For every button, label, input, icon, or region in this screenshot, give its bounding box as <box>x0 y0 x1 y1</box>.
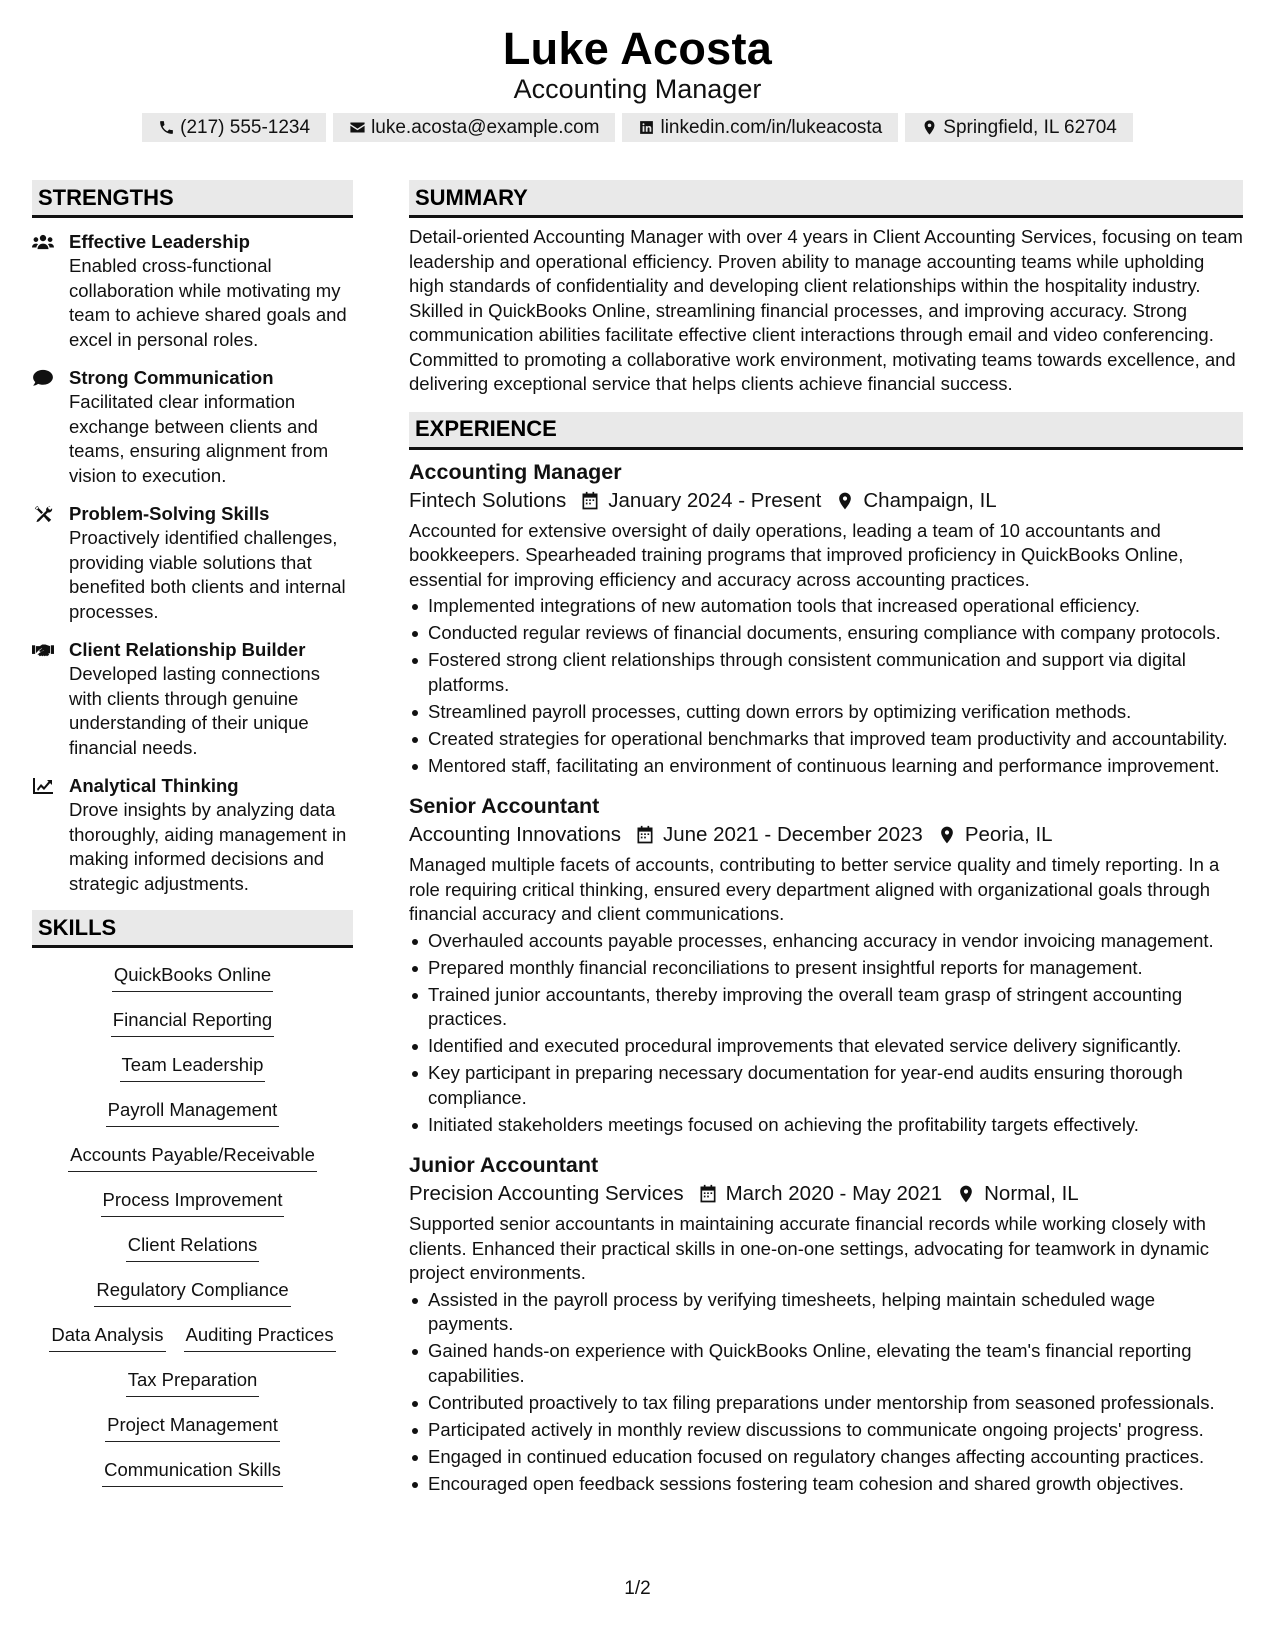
job-entry <box>409 1151 1243 1496</box>
strength-item <box>32 774 353 896</box>
job-bullets <box>409 1288 1243 1497</box>
right-column <box>409 180 1243 1502</box>
strengths-list <box>32 230 353 896</box>
skill-tag: Team Leadership <box>120 1052 266 1082</box>
bullet-item: Key participant in preparing necessary documentation for year-end audits ensuring thorough compliance. <box>409 1061 1243 1110</box>
contact-location-text: Springfield, IL 62704 <box>943 116 1117 138</box>
strength-title: Problem-Solving Skills <box>69 503 270 524</box>
calendar-icon <box>635 825 655 845</box>
bullet-item: Streamlined payroll processes, cutting down errors by optimizing verification methods. <box>409 700 1243 725</box>
contact-bar <box>0 113 1275 142</box>
job-description: Managed multiple facets of accounts, contributing to better service quality and timely reporting. In a role requiring critical thinking, ensured every department aligned with organizational goals through financial accuracy and client communications. <box>409 854 1220 924</box>
job-dates: March 2020 - May 2021 <box>725 1182 943 1205</box>
skill-tag: Client Relations <box>126 1232 260 1262</box>
skill-tag: Auditing Practices <box>184 1322 336 1352</box>
job-meta <box>409 820 1243 850</box>
bullet-item: Gained hands-on experience with QuickBooks Online, elevating the team's financial reporting capabilities. <box>409 1339 1243 1388</box>
bullet-item: Prepared monthly financial reconciliations to present insightful reports for management. <box>409 956 1243 981</box>
job-dates: June 2021 - December 2023 <box>662 823 923 846</box>
calendar-icon <box>698 1184 718 1204</box>
contact-linkedin[interactable] <box>622 113 898 142</box>
strength-title: Client Relationship Builder <box>69 639 306 660</box>
skill-tag: Accounts Payable/Receivable <box>68 1142 317 1172</box>
job-meta <box>409 486 1243 516</box>
job-entry <box>409 792 1243 1137</box>
job-meta <box>409 1179 1243 1209</box>
job-entry <box>409 458 1243 779</box>
experience-heading: EXPERIENCE <box>409 412 1243 450</box>
strength-desc: Enabled cross-functional collaboration while motivating my team to achieve shared goals and excel in personal roles. <box>69 255 347 350</box>
job-bullets <box>409 594 1243 778</box>
strength-item <box>32 366 353 488</box>
job-location: Peoria, IL <box>964 823 1053 846</box>
contact-phone[interactable] <box>142 113 326 142</box>
job-location: Normal, IL <box>984 1182 1079 1205</box>
bullet-item: Fostered strong client relationships through consistent communication and support via digital platforms. <box>409 648 1243 697</box>
job-title: Senior Accountant <box>409 794 600 818</box>
resume-header <box>0 22 1275 104</box>
contact-email-text: luke.acosta@example.com <box>371 116 600 138</box>
bullet-item: Overhauled accounts payable processes, enhancing accuracy in vendor invoicing management. <box>409 929 1243 954</box>
skill-tag: Tax Preparation <box>126 1367 260 1397</box>
bullet-item: Encouraged open feedback sessions fostering team cohesion and shared growth objectives. <box>409 1472 1243 1497</box>
job-bullets <box>409 929 1243 1138</box>
bullet-item: Engaged in continued education focused on regulatory changes affecting accounting practices. <box>409 1445 1243 1470</box>
skill-tag: Data Analysis <box>49 1322 165 1352</box>
skills-heading: SKILLS <box>32 910 353 948</box>
job-dates: January 2024 - Present <box>608 488 822 512</box>
bullet-item: Created strategies for operational benchmarks that improved team productivity and accountability. <box>409 727 1243 752</box>
skill-tag: Communication Skills <box>102 1457 283 1487</box>
bullet-item: Conducted regular reviews of financial documents, ensuring compliance with company protocols. <box>409 621 1243 646</box>
job-title: Junior Accountant <box>409 1153 599 1177</box>
bullet-item: Implemented integrations of new automation tools that increased operational efficiency. <box>409 594 1243 619</box>
bullet-item: Mentored staff, facilitating an environment of continuous learning and performance improvement. <box>409 754 1243 779</box>
strength-desc: Proactively identified challenges, providing viable solutions that benefited both clients and internal processes. <box>69 527 346 622</box>
strength-title: Analytical Thinking <box>69 775 239 796</box>
bullet-item: Participated actively in monthly review discussions to communicate ongoing projects' progress. <box>409 1418 1243 1443</box>
handshake-icon <box>32 641 54 659</box>
phone-icon <box>158 119 175 136</box>
location-pin-icon <box>835 491 855 511</box>
bullet-item: Trained junior accountants, thereby improving the overall team grasp of stringent accounting practices. <box>409 983 1243 1032</box>
contact-location[interactable] <box>905 113 1133 142</box>
strengths-heading: STRENGTHS <box>32 180 353 218</box>
left-column <box>32 180 353 1502</box>
strength-desc: Facilitated clear information exchange between clients and teams, ensuring alignment from vision to execution. <box>69 391 329 486</box>
comment-icon <box>32 369 54 387</box>
page-number: 1/2 <box>624 1578 651 1599</box>
strength-desc: Drove insights by analyzing data thoroughly, aiding management in making informed decisions and strategic adjustments. <box>69 799 347 894</box>
job-company: Accounting Innovations <box>409 823 621 846</box>
contact-email[interactable] <box>333 113 615 142</box>
skill-tag: Regulatory Compliance <box>94 1277 290 1307</box>
strength-item <box>32 502 353 624</box>
skill-tag: QuickBooks Online <box>112 962 273 992</box>
users-icon <box>32 233 54 251</box>
strength-desc: Developed lasting connections with clients through genuine understanding of their unique financial needs. <box>69 663 320 758</box>
bullet-item: Assisted in the payroll process by verifying timesheets, helping maintain scheduled wage payments. <box>409 1288 1243 1337</box>
skills-list <box>32 962 353 1502</box>
skill-tag: Process Improvement <box>101 1187 285 1217</box>
job-company: Fintech Solutions <box>409 488 567 512</box>
strength-item <box>32 638 353 760</box>
envelope-icon <box>349 119 366 136</box>
bullet-item: Initiated stakeholders meetings focused on achieving the profitability targets effectively. <box>409 1113 1243 1138</box>
calendar-icon <box>580 491 600 511</box>
bullet-item: Contributed proactively to tax filing preparations under mentorship from seasoned professionals. <box>409 1391 1243 1416</box>
contact-linkedin-text: linkedin.com/in/lukeacosta <box>660 116 883 138</box>
chart-line-icon <box>32 777 54 795</box>
location-pin-icon <box>956 1184 976 1204</box>
location-pin-icon <box>937 825 957 845</box>
bullet-item: Identified and executed procedural improvements that elevated service delivery significantly. <box>409 1034 1243 1059</box>
contact-phone-text: (217) 555-1234 <box>180 116 311 138</box>
candidate-name: Luke Acosta <box>502 23 773 74</box>
skill-tag: Payroll Management <box>106 1097 280 1127</box>
candidate-title: Accounting Manager <box>513 74 762 104</box>
skill-tag: Project Management <box>105 1412 280 1442</box>
strength-item <box>32 230 353 352</box>
job-title: Accounting Manager <box>409 459 622 484</box>
strength-title: Effective Leadership <box>69 231 250 252</box>
location-pin-icon <box>921 119 938 136</box>
strength-title: Strong Communication <box>69 367 274 388</box>
skill-tag: Financial Reporting <box>111 1007 274 1037</box>
summary-text: Detail-oriented Accounting Manager with over 4 years in Client Accounting Services, focusing on team leadership and operational efficiency. Proven ability to manage accounting teams while upholding high standards of confidentiality and developing client relationships within the hospitality industry. Skilled in QuickBooks Online, streamlining financial processes, and improving accuracy. Strong communication abilities facilitate effective client interactions through email and video conferencing. Committed to promoting a collaborative work environment, motivating teams towards excellence, and delivering exceptional service that helps clients achieve financial success. <box>409 226 1243 394</box>
job-description: Accounted for extensive oversight of daily operations, leading a team of 10 accountants and bookkeepers. Spearheaded training programs that improved proficiency in QuickBooks Online, essential for improving efficiency and accuracy across accounting practices. <box>409 519 1184 590</box>
summary-heading: SUMMARY <box>409 180 1243 218</box>
job-description: Supported senior accountants in maintaining accurate financial records while working closely with clients. Enhanced their practical skills in one-on-one settings, advocating for teamwork in dynamic project environments. <box>409 1213 1210 1283</box>
job-company: Precision Accounting Services <box>409 1182 684 1205</box>
tools-icon <box>32 505 54 523</box>
job-location: Champaign, IL <box>863 488 997 512</box>
linkedin-icon <box>638 119 655 136</box>
